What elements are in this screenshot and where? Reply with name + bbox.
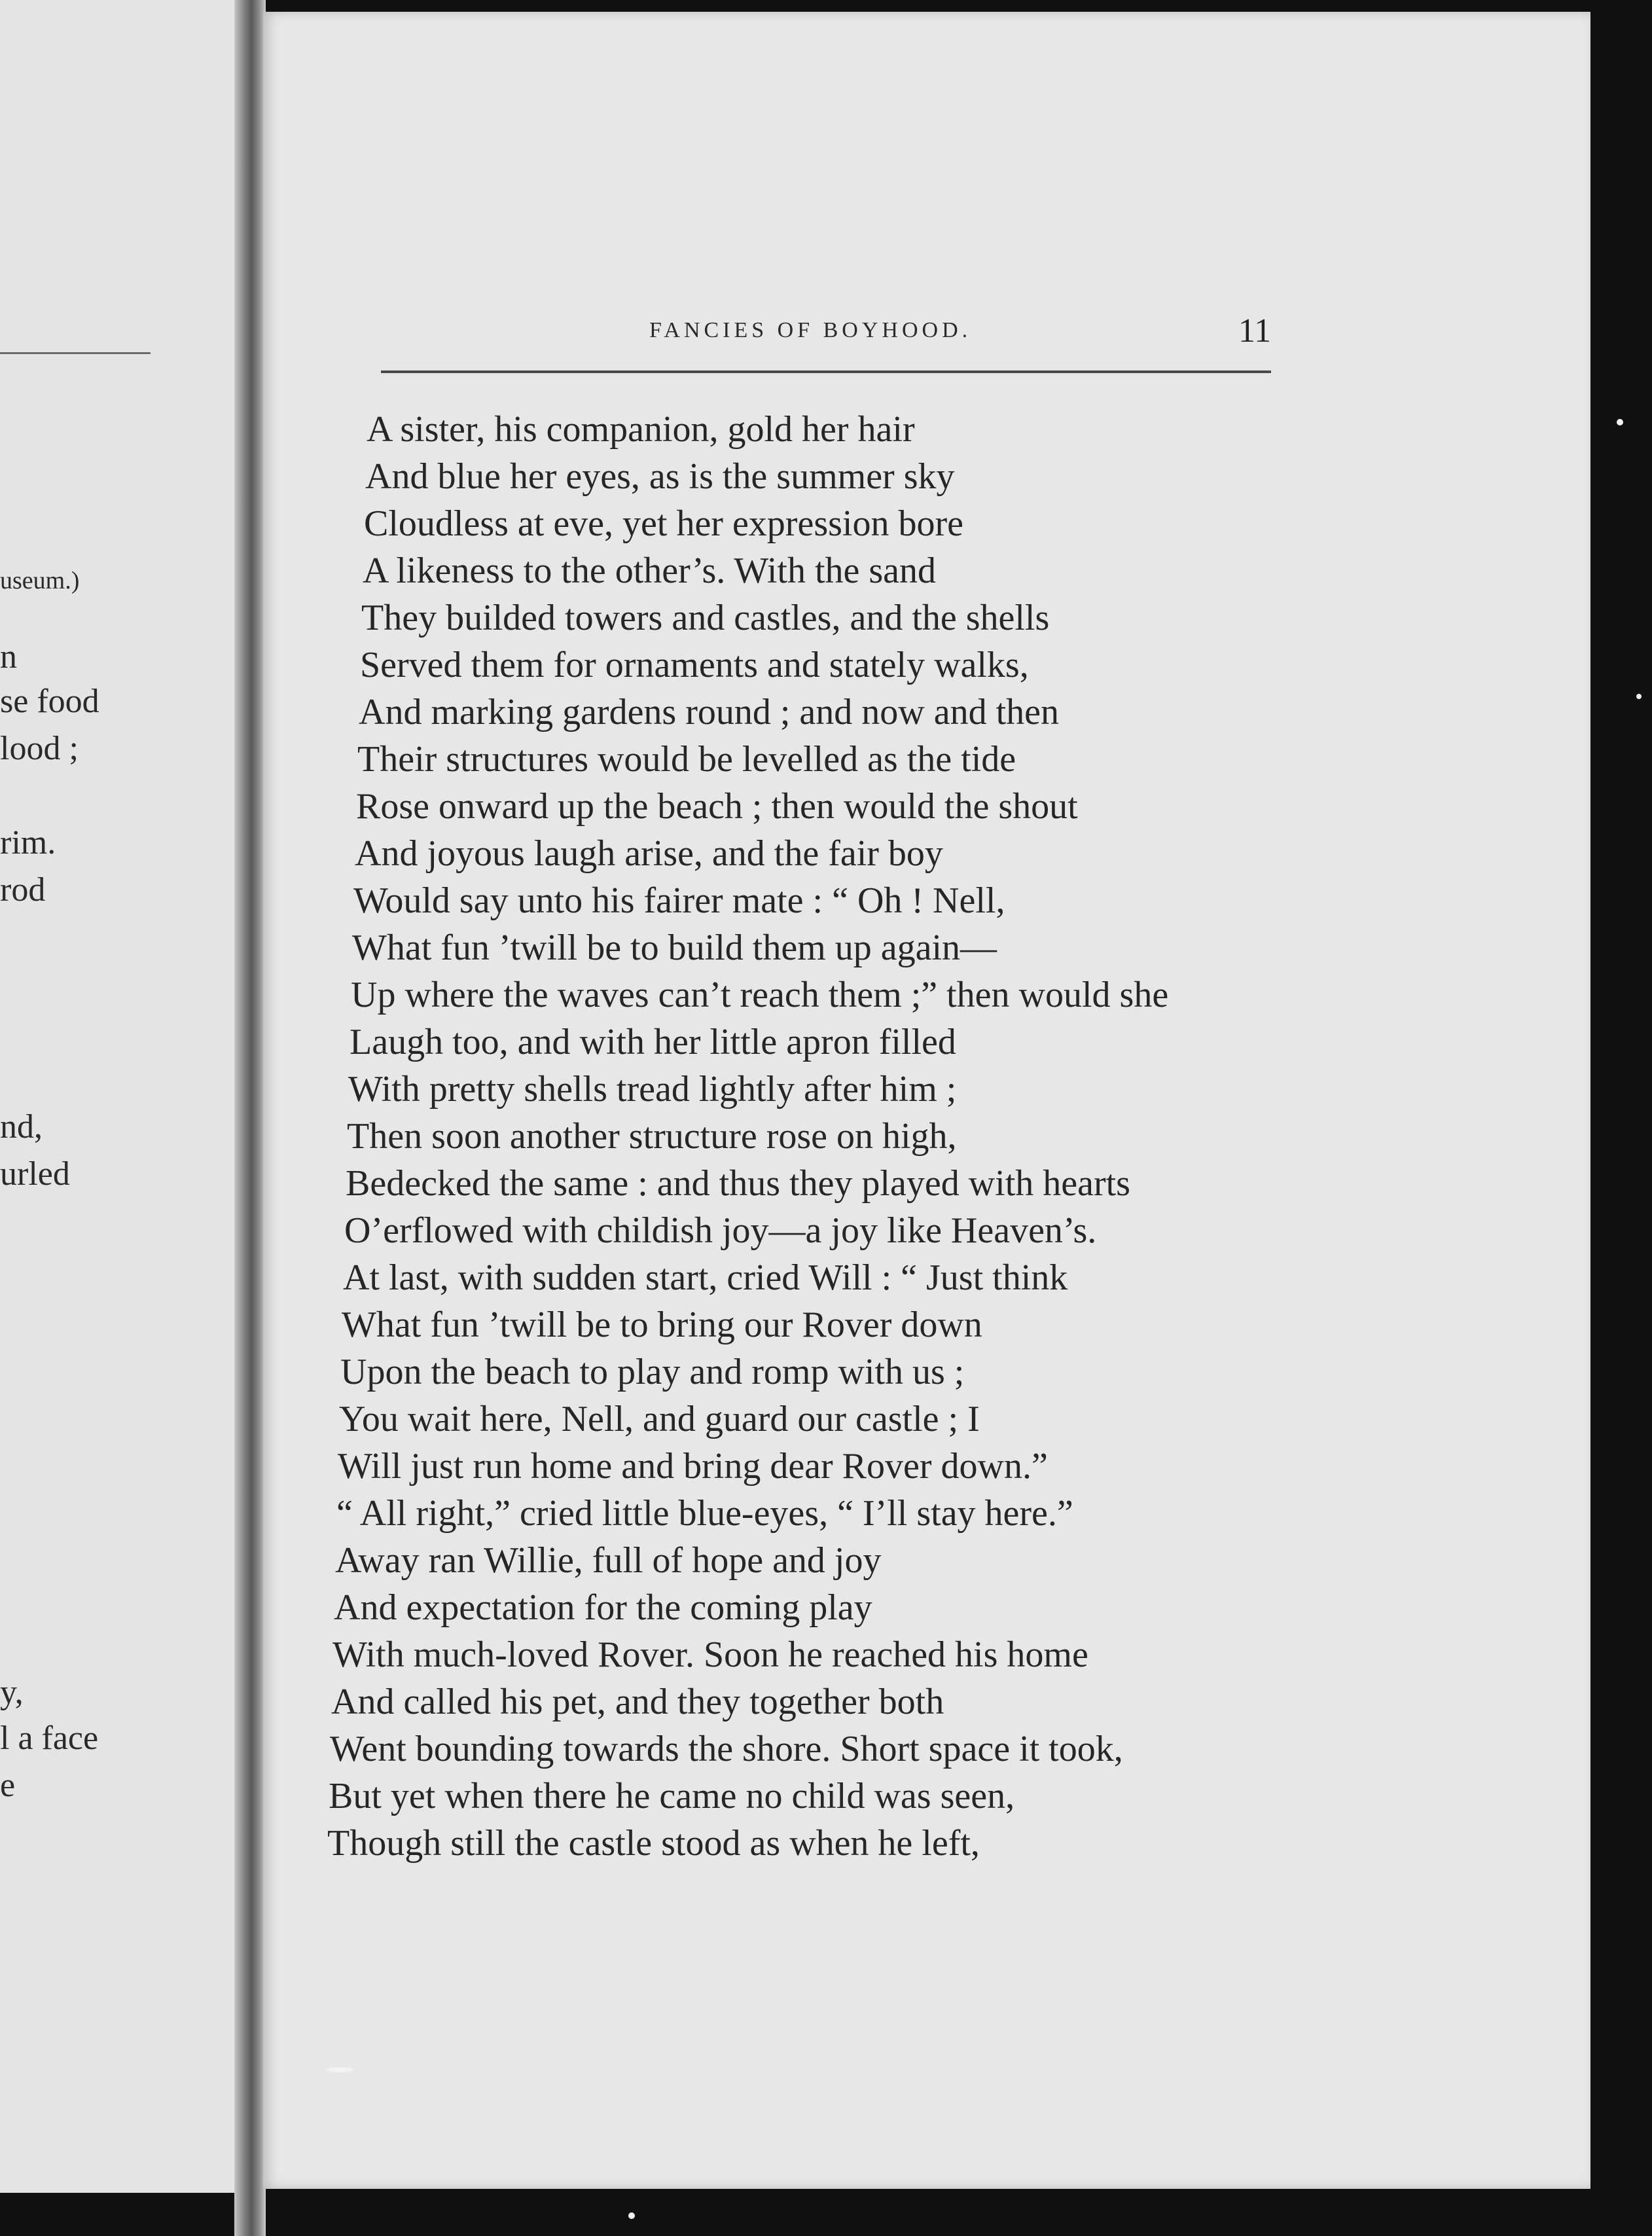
poem-line: Rose onward up the beach ; then would the shout bbox=[356, 786, 1078, 827]
scan-speck bbox=[1617, 419, 1623, 425]
previous-page-line: rim. bbox=[0, 824, 56, 861]
poem-line: Their structures would be levelled as the tide bbox=[357, 739, 1016, 780]
scan-speck bbox=[628, 2212, 635, 2219]
page-number: 11 bbox=[1238, 312, 1272, 350]
book-gutter bbox=[234, 0, 266, 2236]
previous-page-line: n bbox=[0, 638, 17, 676]
poem-line: What fun ’twill be to bring our Rover down bbox=[342, 1305, 982, 1345]
poem-line: With pretty shells tread lightly after him ; bbox=[348, 1069, 957, 1109]
poem-line: Then soon another structure rose on high, bbox=[347, 1116, 957, 1157]
poem-line: What fun ’twill be to build them up again— bbox=[352, 928, 997, 968]
poem-line: Went bounding towards the shore. Short space it took, bbox=[330, 1729, 1123, 1769]
previous-page-line: urled bbox=[0, 1155, 70, 1193]
book-page bbox=[263, 12, 1590, 2189]
poem-line: Though still the castle stood as when he left, bbox=[327, 1823, 980, 1864]
poem-line: Cloudless at eve, yet her expression bore bbox=[364, 503, 963, 544]
poem-line: Served them for ornaments and stately walks, bbox=[360, 645, 1029, 685]
previous-page-fragment bbox=[0, 0, 249, 2193]
previous-page-line: se food bbox=[0, 683, 99, 720]
poem-line: And expectation for the coming play bbox=[334, 1587, 872, 1628]
poem-line: Up where the waves can’t reach them ;” then would she bbox=[351, 975, 1169, 1015]
poem-line: Laugh too, and with her little apron filled bbox=[350, 1022, 956, 1062]
poem-line: Will just run home and bring dear Rover down.” bbox=[338, 1446, 1048, 1487]
poem-line: Bedecked the same : and thus they played with hearts bbox=[346, 1163, 1130, 1204]
poem-text bbox=[263, 12, 1590, 2189]
poem-line: Away ran Willie, full of hope and joy bbox=[335, 1540, 882, 1581]
running-title: FANCIES OF BOYHOOD. bbox=[649, 318, 972, 342]
previous-page-line: nd, bbox=[0, 1108, 43, 1145]
poem-line: O’erflowed with childish joy—a joy like Heaven’s. bbox=[344, 1210, 1097, 1251]
poem-line: A likeness to the other’s. With the sand bbox=[363, 550, 937, 591]
poem-line: They builded towers and castles, and the shells bbox=[361, 598, 1050, 638]
poem-line: A sister, his companion, gold her hair bbox=[367, 409, 915, 450]
paper-speck bbox=[326, 2067, 353, 2072]
previous-page-line: e bbox=[0, 1767, 16, 1804]
poem-line: At last, with sudden start, cried Will : “ Just think bbox=[343, 1257, 1068, 1298]
previous-page-line: y, bbox=[0, 1674, 24, 1711]
poem-line: And called his pet, and they together both bbox=[331, 1682, 944, 1722]
previous-page-line: rod bbox=[0, 871, 46, 909]
poem-line: And marking gardens round ; and now and then bbox=[359, 692, 1059, 732]
scan-speck bbox=[1636, 694, 1642, 699]
poem-line: And blue her eyes, as is the summer sky bbox=[365, 456, 955, 497]
poem-line: Upon the beach to play and romp with us ; bbox=[340, 1352, 965, 1392]
poem-line: And joyous laugh arise, and the fair boy bbox=[355, 833, 943, 874]
previous-page-line: l a face bbox=[0, 1720, 99, 1757]
poem-line: You wait here, Nell, and guard our castle ; I bbox=[339, 1399, 980, 1439]
poem-line: Would say unto his fairer mate : “ Oh ! Nell, bbox=[353, 880, 1005, 921]
poem-line: With much-loved Rover. Soon he reached his home bbox=[332, 1634, 1088, 1675]
previous-page-line: lood ; bbox=[0, 730, 79, 767]
poem-line: But yet when there he came no child was seen, bbox=[329, 1776, 1015, 1816]
previous-page-rule bbox=[0, 352, 151, 354]
previous-page-line: useum.) bbox=[0, 567, 80, 594]
poem-line: “ All right,” cried little blue-eyes, “ I’ll stay here.” bbox=[336, 1493, 1073, 1534]
